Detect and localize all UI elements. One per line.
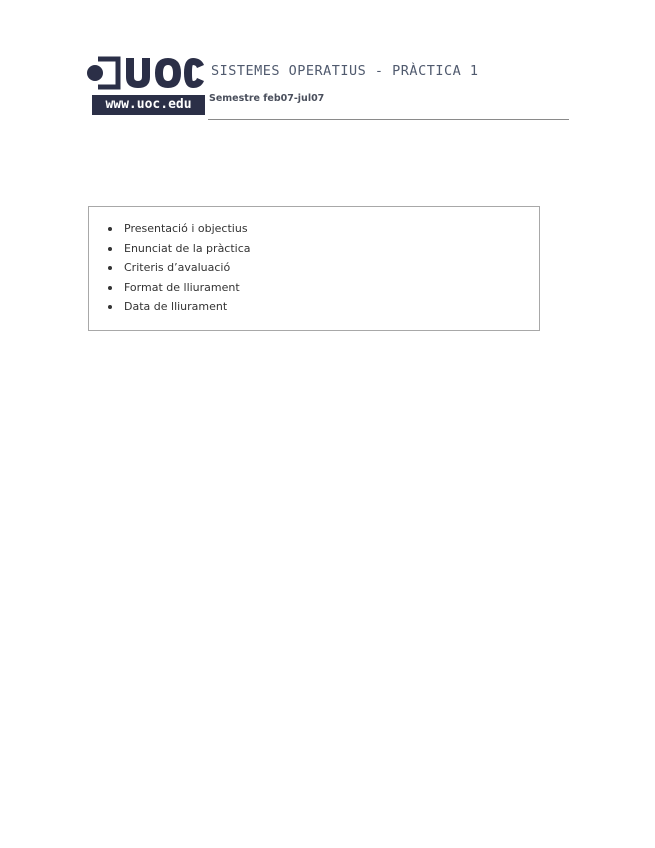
table-of-contents: [88, 206, 540, 331]
bullet-icon: [108, 286, 112, 290]
logo-dot-icon: [87, 65, 103, 81]
toc-item-label: Presentació i objectius: [124, 222, 248, 235]
toc-item-format: [105, 278, 251, 298]
bullet-icon: [108, 227, 112, 231]
logo-letter-c: [184, 58, 204, 88]
document-subtitle: Semestre feb07-jul07: [209, 93, 325, 104]
toc-item-label: Enunciat de la pràctica: [124, 241, 251, 255]
toc-item-label: Data de lliurament: [124, 300, 228, 314]
toc-item-label: Criteris d’avaluació: [124, 261, 231, 275]
uoc-logo: [84, 55, 205, 117]
bullet-icon: [108, 247, 112, 251]
uoc-logo-mark: [84, 55, 205, 91]
logo-letter-u: [126, 58, 150, 88]
logo-letter-o: [155, 58, 181, 88]
bullet-icon: [108, 305, 112, 309]
toc-list: [105, 219, 251, 317]
toc-item-enunciat: [105, 239, 251, 259]
toc-item-label: Format de lliurament: [124, 280, 240, 294]
logo-url: www.uoc.edu: [92, 95, 205, 115]
header-divider: [208, 119, 569, 120]
toc-item-criteris: [105, 258, 251, 278]
toc-item-presentacio: [105, 219, 251, 239]
toc-item-data: [105, 297, 251, 317]
document-title: SISTEMES OPERATIUS - PRÀCTICA 1: [211, 63, 479, 79]
bullet-icon: [108, 266, 112, 270]
